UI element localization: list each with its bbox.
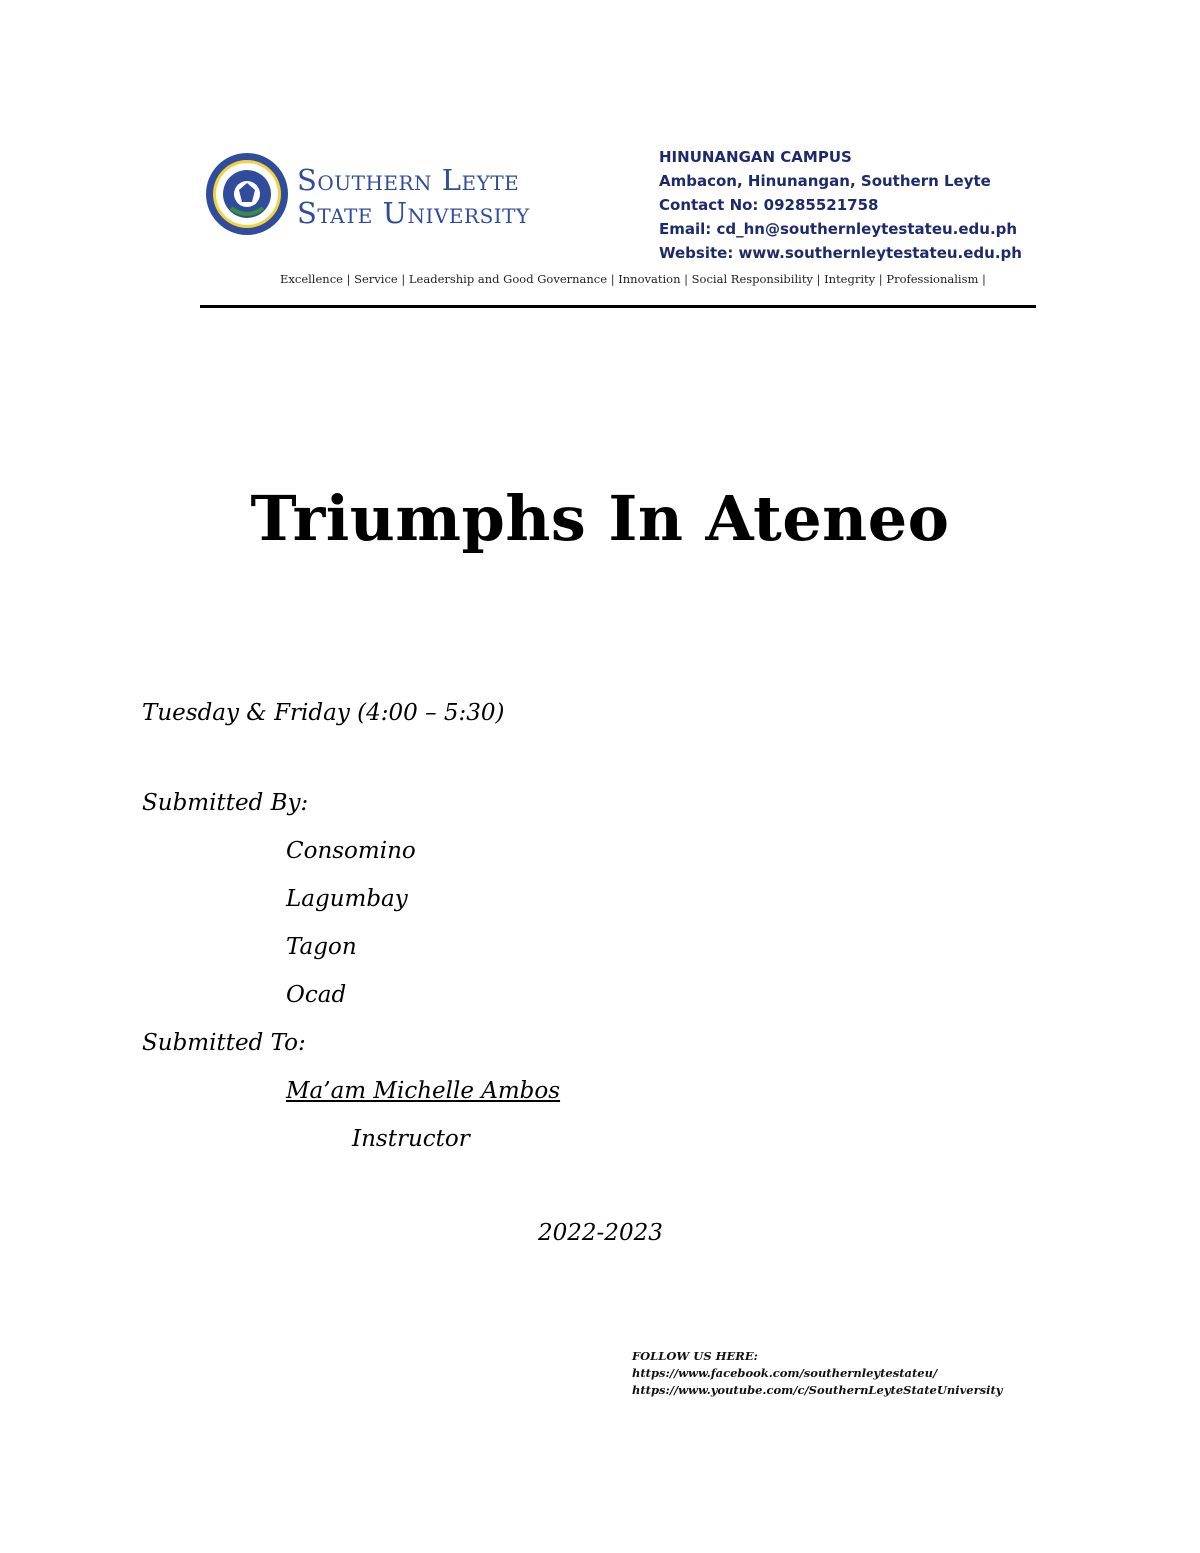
document-title: Triumphs In Ateneo [250,482,950,555]
university-name [297,164,530,230]
campus-name: HINUNANGAN CAMPUS [659,148,852,166]
submitted-to-label: Submitted To: [142,1030,306,1056]
university-seal-icon [205,152,289,236]
campus-address: Ambacon, Hinunangan, Southern Leyte [659,172,991,190]
campus-info [659,145,1022,265]
header-divider [200,305,1036,308]
university-logo [205,150,575,246]
facebook-link[interactable]: https://www.facebook.com/southernleytestateu/ [632,1366,938,1380]
campus-website: Website: www.southernleytestateu.edu.ph [659,244,1022,262]
core-values: Excellence | Service | Leadership and Good Governance | Innovation | Social Responsibility | Integrity | Professionalism | [280,272,986,286]
instructor-role: Instructor [352,1126,470,1152]
member-name: Ocad [286,982,347,1008]
class-schedule: Tuesday & Friday (4:00 – 5:30) [142,700,505,726]
member-name: Tagon [286,934,357,960]
school-year: 2022-2023 [538,1220,663,1246]
follow-us-block [632,1348,1003,1399]
follow-us-label: FOLLOW US HERE: [632,1349,758,1363]
university-name-line-2: State University [297,196,530,230]
campus-contact: Contact No: 09285521758 [659,196,879,214]
university-name-line-1: Southern Leyte [297,163,520,197]
instructor-name: Ma’am Michelle Ambos [286,1078,561,1104]
campus-email: Email: cd_hn@southernleytestateu.edu.ph [659,220,1018,238]
member-name: Consomino [286,838,416,864]
member-name: Lagumbay [286,886,408,912]
submitted-by-label: Submitted By: [142,790,309,816]
youtube-link[interactable]: https://www.youtube.com/c/SouthernLeyteStateUniversity [632,1383,1003,1397]
